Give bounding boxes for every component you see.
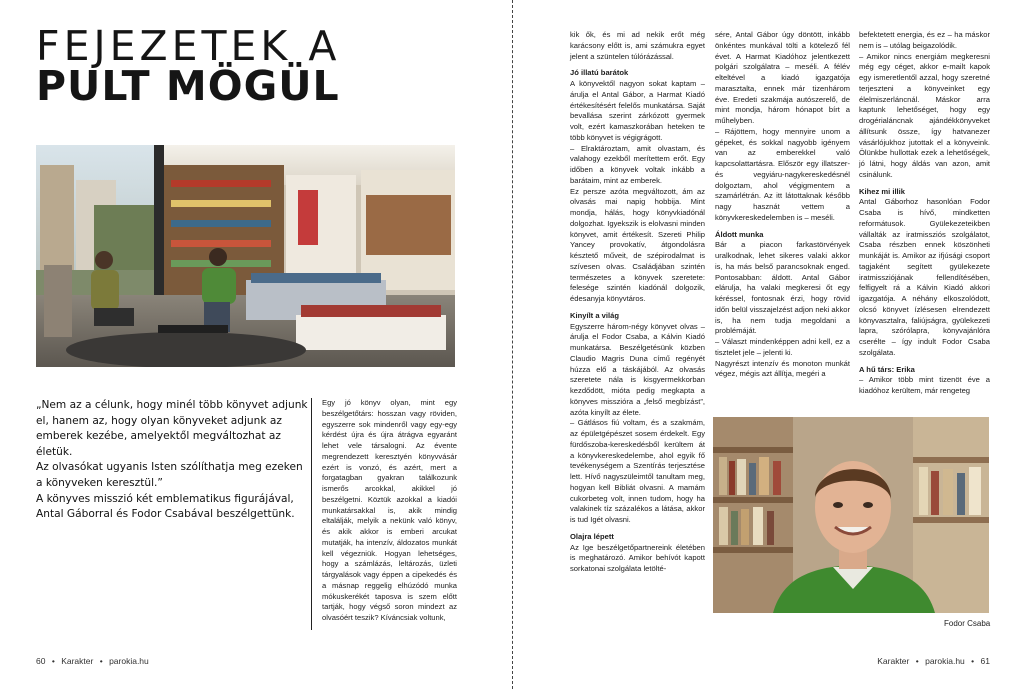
subheading: Kinyílt a világ: [570, 310, 619, 320]
subheading: Kihez mi illik: [859, 186, 905, 196]
subheading: Olajra lépett: [570, 531, 614, 541]
subheading: A hű társ: Erika: [859, 364, 915, 374]
body-paragraph: Az Ige beszélgetőpartnereink életében is meghatározó. Amikor behívót kapott sorkatonai szolgálata letölté-: [570, 542, 705, 573]
body-paragraph: befektetett energia, és ez – ha máskor nem is – utólag beigazolódik.: [859, 30, 990, 50]
title-line-1: FEJEZETEK A: [36, 22, 341, 70]
text-column-2: [570, 30, 705, 575]
body-paragraph: – Amikor nincs energiám megkeresni még egy céget, akkor e-mailt kapok egy ismeretlentől azzal, hogy szeretné terjeszteni a könyveinket egy élelmiszerláncnál. Máskor arra kaptunk lehetőséget, hogy egy drogérialáncnak ajándékkönyveket állítsunk össze, így hatvanezer vásárlójukhoz jutottak el a könyveink. Ölünkbe hullottak ezek a lehetőségek, jó látni, hogy áldás van azon, amit csinálunk.: [859, 51, 990, 179]
body-paragraph: Egyszerre három-négy könyvet olvas – árulja el Fodor Csaba, a Kálvin Kiadó munkatársa. Beszélgetésünk közben Claudio Magris Duna című regényét húzza elő a táskájából. Az olvasás szeretete nála is kisgyermekkorban kezdődött, mióta pedig megkapta a könyves misszióra a „felső megbízást”, azóta kinyílt az élete.: [570, 321, 705, 417]
subheading: Jó illatú barátok: [570, 68, 629, 78]
body-paragraph: Egy jó könyv olyan, mint egy beszélgetőtárs: hosszan vagy röviden, egyszerre sok mindenről vagy egy-egy kérdést újra és újra átrágva egyaránt lehet vele társalogni. Az évente megrendezett keresztyén könyvvásár ezért is vonzó, és azért, mert a forgatagban gyakran találkozunk ismerős arcokkal, akikkel jó beszélgetni. Köztük azokkal a kiadói munkatársakkal is, akik mindig eltalálják, melyik a nekünk való könyv, és akik akkor is emberi arcukat mutatják, ha intenzív, áldozatos munkát kell végezniük. Hogyan lehetséges, hogy a számlázás, leltározás, üzleti tárgyalások vagy éppen a cipekedés és a másnap reggelig elhúzódó munka mókuskerékét taposva is szem előtt tartják, hogy végső soron mindezt az olvasóért teszik? Kíváncsiak voltunk,: [322, 398, 457, 622]
text-column-4: [859, 30, 990, 397]
body-paragraph: Bár a piacon farkastörvények uralkodnak, lehet sikeres valaki akkor is, ha más belső parancsoknak enged. Pontosabban: áldott. Antal Gábor elárulja, ha valaki megkeresi őt egy kéréssel, fontosnak érzi, hogy rövid időn belül visszajelzést adjon neki akkor is, ha nem tudja megoldani a problémáját.: [715, 240, 850, 336]
footer-separator: •: [99, 656, 103, 666]
page-number: 61: [980, 656, 990, 666]
body-paragraph: Ez persze azóta megváltozott, ám az olvasás mai napig hobbija. Mint mondja, hálás, hogy könyvkiadónál dolgozhat. Igyekszik is elolvasni minden könyvet, amit értékesít. Szereti Philip Yancey provokatív, átgondolásra késztető műveit, de szépirodalmat is szívesen olvas. Családjában szintén természetes a könyvek szeretete: felesége szintén kiadónál dolgozik, édesanyja könyvtáros.: [570, 186, 705, 303]
body-paragraph: – Rájöttem, hogy mennyire unom a gépeket, és sokkal nagyobb igényem van az emberekkel való kapcsolattartásra. Először egy illatszer- és vegyiáru-nagykereskedésnél dolgoztam, ahol végigmentem a szamárlétrán. Az itt látottaknak később nagy hasznát vettem a könyvkereskedelemben is – meséli.: [715, 126, 850, 222]
section-name: Karakter: [61, 656, 94, 666]
title-line-2: PULT MÖGÜL: [36, 62, 340, 110]
body-paragraph: – Amikor több mint tizenöt éve a kiadóhoz kerültem, már rengeteg: [859, 375, 990, 395]
text-column-3: [715, 30, 850, 380]
body-paragraph: – Választ mindenképpen adni kell, ez a tisztelet jele – jelenti ki.: [715, 337, 850, 357]
footer-separator: •: [51, 656, 55, 666]
lead-text-2: Az olvasókat ugyanis Isten szólíthatja meg ezeken a könyveken keresztül.”: [36, 461, 303, 489]
body-paragraph: kik ők, és mi ad nekik erőt még karácsony előtt is, ami számukra egyet jelent a szüntelen túlórázással.: [570, 30, 705, 61]
footer-separator: •: [915, 656, 919, 666]
section-name: Karakter: [877, 656, 910, 666]
photo-caption: Fodor Csaba: [944, 619, 991, 628]
site-name: parokia.hu: [925, 656, 965, 666]
body-paragraph: – Gátlásos fiú voltam, és a szakmám, az épületgépészet sosem érdekelt. Egy fürdőszoba-kereskedésből kerültem át a könyvkereskedelembe, ahol egyik fő tevékenységem a Szentírás terjesztése lett. Hívő nagyszüleimtől tanultam meg, hogyan kell Bibliát olvasni. A mamám cukorbeteg volt, innen tudom, hogy ha valakinek tíz százalékos a látása, akkor is tud Igét olvasni.: [570, 418, 705, 524]
footer-right: [873, 656, 990, 666]
body-paragraph: Nagyrészt intenzív és monoton munkát végez, mégis azt állítja, megéri a: [715, 358, 850, 379]
footer-separator: •: [971, 656, 975, 666]
portrait-photo: [713, 417, 989, 613]
site-name: parokia.hu: [109, 656, 149, 666]
body-paragraph: Antal Gáborhoz hasonlóan Fodor Csaba is hívő, mindketten reformátusok. Gyülekezeteikben vállalták az iratmissziós szolgálatot, Csaba részben ennek köszönheti munkáját is. Amikor az ifjúsági csoport tagjaként segített gyülekezete iratmissziójának fellendítésében, felfigyelt rá a Kálvin Kiadó akkori igazgatója. A néhány elkoszolódott, olcsó könyvet ízlésesen elrendezett könyvasztalra, faliújságra, gyülekezeti lapra, szórólapra, könyvajánlóra cserélte – így indult Fodor Csaba szolgálata.: [859, 197, 990, 357]
body-paragraph: A könyvektől nagyon sokat kaptam – árulja el Antal Gábor, a Harmat Kiadó értékesítésért felelős munkatársa. Saját bevallása szerint zárkózott gyermek volt, ezért kamaszkorában heteken te több könyvet is végigrágott.: [570, 79, 705, 142]
body-paragraph: – Elraktároztam, amit olvastam, és valahogy ezekből merítettem erőt. Egy időben a könyvek voltak inkább a barátaim, mint az emberek.: [570, 143, 705, 185]
subheading: Áldott munka: [715, 229, 764, 239]
lead-text-1: „Nem az a célunk, hogy minél több könyvet adjunk el, hanem az, hogy olyan könyveket adjunk az emberek kezébe, amelyektől megváltozhat az életük.: [36, 399, 308, 458]
body-paragraph: sére, Antal Gábor úgy döntött, inkább önkéntes munkával tölti a kötelező fél évet. A Harmat Kiadóhoz jelentkezett polgári szolgálatra – meséli. A félév elteltével a kiadó igazgatója marasztalta, ennek már tizenhárom éve. Eredeti szakmája autószerelő, de mint mondja, három hónapot bírt a műhelyben.: [715, 30, 850, 125]
page-number: 60: [36, 656, 46, 666]
lead-text-3: A könyves misszió két emblematikus figurájával, Antal Gáborral és Fodor Csabával beszélgettünk.: [36, 492, 295, 521]
